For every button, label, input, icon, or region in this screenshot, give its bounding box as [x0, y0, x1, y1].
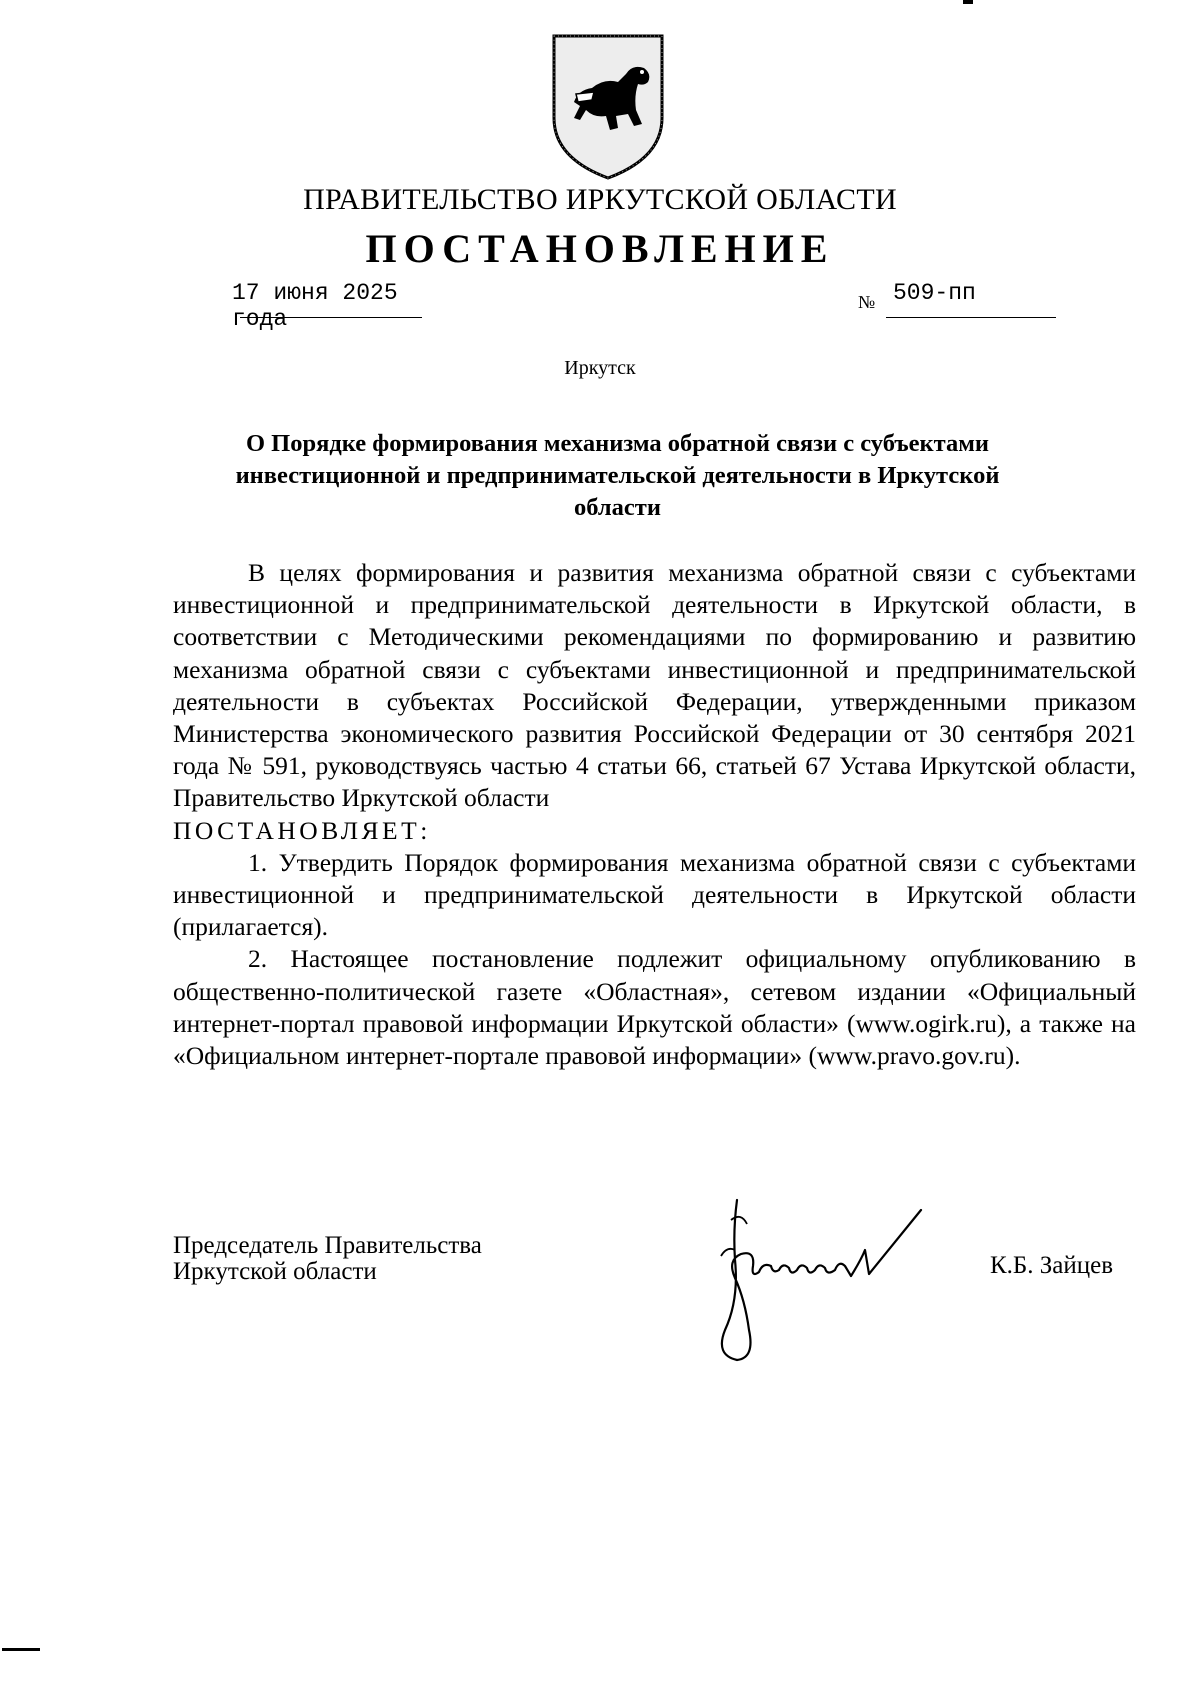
scan-mark-top: [963, 0, 973, 4]
number-sign: №: [858, 292, 876, 312]
city: Иркутск: [564, 357, 636, 379]
document-title: О Порядке формирования механизма обратной связи с субъектами инвестиционной и предпринимательской деятельности в Иркутской области: [235, 430, 1000, 521]
scan-mark-bottom: [2, 1648, 40, 1651]
number-underline: [886, 317, 1056, 318]
handwritten-signature: [675, 1190, 945, 1370]
item-1-paragraph: 1. Утвердить Порядок формирования механизма обратной связи с субъектами инвестиционной и предпринимательской деятельности в Иркутской области (прилагается).: [173, 847, 1136, 942]
signer-name: К.Б. Зайцев: [990, 1252, 1114, 1279]
resolves-heading: ПОСТАНОВЛЯЕТ:: [173, 815, 431, 845]
signer-position: [173, 1233, 482, 1285]
signer-position-line-1: Председатель Правительства: [173, 1232, 482, 1259]
document-type: ПОСТАНОВЛЕНИЕ: [365, 226, 835, 271]
signer-position-line-2: Иркутской области: [173, 1258, 377, 1285]
item-2-paragraph: 2. Настоящее постановление подлежит официальному опубликованию в общественно-политической газете «Областная», сетевом издании «Официальный интернет-портал правовой информации Иркутской области» (www.ogirk.ru), а также на «Официальном интернет-портале правовой информации» (www.pravo.gov.ru).: [173, 944, 1136, 1071]
document-number: 509-пп: [893, 280, 976, 306]
preamble-paragraph: В целях формирования и развития механизма обратной связи с субъектами инвестиционной и предпринимательской деятельности в Иркутской области, в соответствии с Методическими рекомендациями по формированию и развитию механизма обратной связи с субъектами инвестиционной и предпринимательской деятельности в субъектах Российской Федерации, утвержденными приказом Министерства экономического развития Российской Федерации от 30 сентября 2021 года № 591, руководствуясь частью 4 статьи 66, статьей 67 Устава Иркутской области, Правительство Иркутской области: [173, 558, 1136, 813]
organization-name: ПРАВИТЕЛЬСТВО ИРКУТСКОЙ ОБЛАСТИ: [303, 183, 897, 216]
coat-of-arms-emblem: [548, 30, 668, 182]
date-underline: [240, 317, 422, 318]
document-date: 17 июня 2025 года: [232, 280, 398, 332]
document-body: [173, 557, 1136, 1072]
